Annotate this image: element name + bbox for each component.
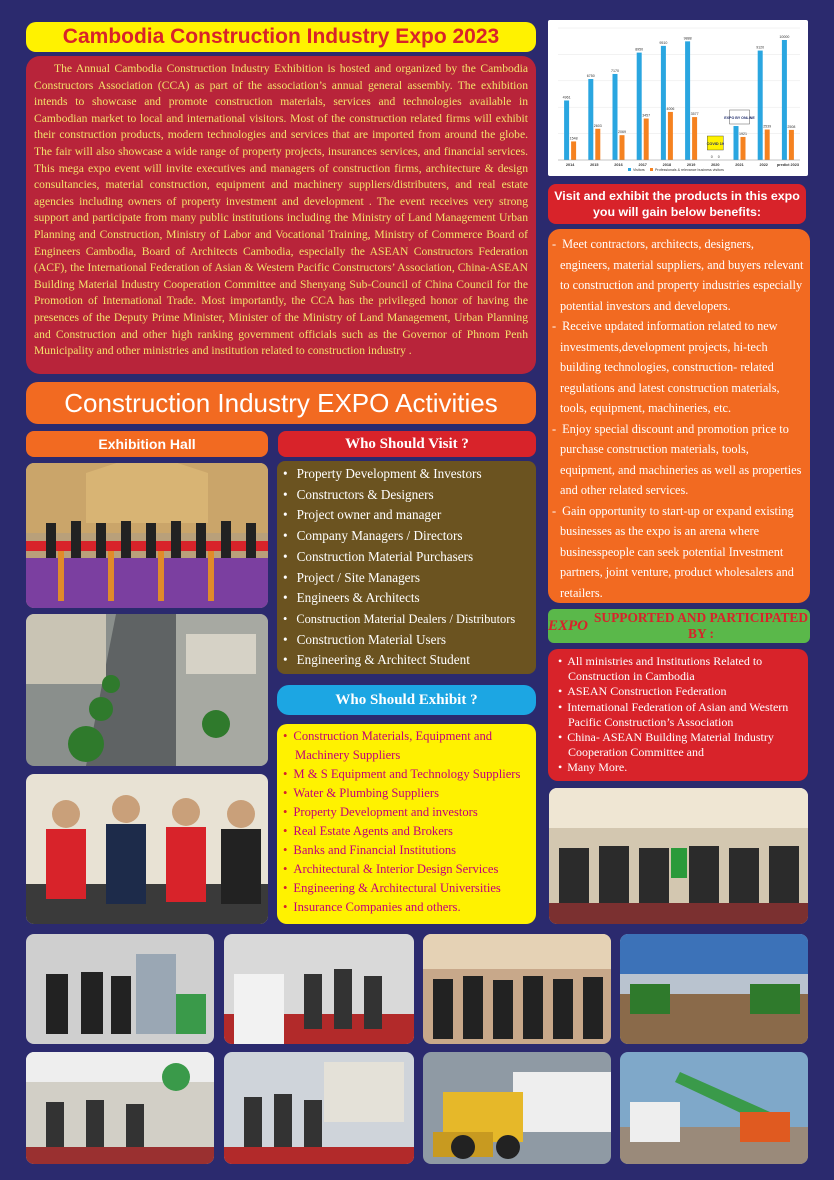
list-item: - Gain opportunity to start-up or expand existing businesses as the expo is an arena where businesspeople can seek potential Investment partners, joint venture, product wholesalers and retailers. [552, 501, 804, 604]
bar-visitors [758, 51, 763, 160]
list-item: • Construction Material Users [283, 630, 536, 651]
legend-label: Professionals & relevance business visitors [655, 168, 724, 172]
conference-photo [549, 788, 808, 924]
list-item: • Project owner and manager [283, 505, 536, 526]
legend-swatch [650, 168, 653, 171]
bar-visitors [685, 41, 690, 160]
gallery-photo-6 [224, 1052, 414, 1164]
list-item: • Engineers & Architects [283, 588, 536, 609]
data-label: 2508 [787, 124, 796, 129]
list-item: • Project / Site Managers [283, 568, 536, 589]
data-label: 0 [717, 155, 720, 159]
support-title-rest: SUPPORTED AND PARTICIPATED BY : [593, 610, 809, 641]
gallery-photo-7 [423, 1052, 611, 1164]
list-item: • China- ASEAN Building Material Industry Cooperation Committee and [558, 730, 802, 760]
bar-professionals [571, 141, 576, 160]
list-item: • Construction Material Purchasers [283, 547, 536, 568]
list-item: • M & S Equipment and Technology Suppliers [283, 765, 532, 784]
bar-professionals [595, 129, 600, 160]
who-exhibit-list [277, 724, 536, 924]
ribbon-cutting-photo [26, 463, 268, 608]
list-item: • Construction Material Dealers / Distributors [283, 609, 536, 630]
visitors-chart [548, 20, 808, 176]
list-item: • Property Development & Investors [283, 464, 536, 485]
bar-visitors [637, 53, 642, 160]
online-annotation: EXPO BY ONLINE [724, 116, 755, 120]
who-visit-title: Who Should Visit ? [278, 431, 536, 457]
data-label: 10000 [779, 35, 790, 39]
support-list [548, 649, 808, 781]
list-item: • Engineering & Architect Student [283, 650, 536, 671]
bar-professionals [668, 112, 673, 160]
activities-title: Construction Industry EXPO Activities [26, 382, 536, 424]
list-item: • Company Managers / Directors [283, 526, 536, 547]
data-label: 8950 [635, 47, 644, 52]
data-label: 1548 [569, 136, 578, 141]
list-item: • Insurance Companies and others. [283, 898, 532, 917]
data-label: 3577 [690, 112, 699, 117]
support-title [548, 609, 810, 643]
gallery-photo-2 [224, 934, 414, 1044]
x-tick-label: 2014 [565, 163, 575, 167]
data-label: 9510 [659, 40, 668, 45]
bar-professionals [644, 119, 649, 160]
list-item: - Meet contractors, architects, designers, engineers, material suppliers, and buyers relevant to construction and property industries especially potential investors and developers. [552, 234, 804, 316]
bar-professionals [620, 135, 625, 160]
who-exhibit-title: Who Should Exhibit ? [277, 685, 536, 715]
bar-professionals [765, 130, 770, 160]
benefits-title: Visit and exhibit the products in this expo you will gain below benefits: [548, 184, 806, 224]
gallery-photo-4 [620, 934, 808, 1044]
intro-paragraph: The Annual Cambodia Construction Industry Exhibition is hosted and organized by the Cambodia Constructors Association (CCA) as part of the association’s annual general assembly. The exhibition intends to showcase and promote construction materials, services and technologies available in Cambodian market to local and international visitors. Most of the construction related firms will exhibit their construction products, modern technologies and services that are imported from around the globe. The fair will also showcase a wide range of property projects, insurances services, and financial services. This mega expo event will invite executives and managers of construction firms, architecture & design consultancies, material construction, equipment and machinery suppliers/distributers, and real estate agencies including owners of property investment and development . The event receives very strong support and participate from many public institutions including the Ministry of Land Management Urban Planning and Construction, Ministry of Labor and Vocational Training, Ministry of Commerce Board of Engineers Cambodia, Board of Architects Cambodia, especially the ASEAN Constructors Federation (ACF), the International Federation of Asian & Western Pacific Constructors’ Association, China-ASEAN Building Material Industry Cooperation Committee and Shenyang Sub-Council of China Council for the Promotion of International Trade. Most importantly, the CCA has the privileged honor of having the presences of the Deputy Prime Minister, Minister of the Ministry of Land Management, Urban Planning and Construction and other high ranking government officials such as the Governor of Phnom Penh Municipality and other ministries and institution related to construction industry . [26, 56, 536, 374]
data-label: 7170 [611, 68, 619, 73]
site-aerial-photo [26, 614, 268, 766]
legend-swatch [628, 168, 631, 171]
data-label: 1921 [739, 131, 747, 136]
list-item: • International Federation of Asian and Western Pacific Construction’s Association [558, 700, 802, 730]
data-label: 2603 [593, 123, 602, 128]
x-tick-label: 2022 [759, 163, 768, 167]
data-label: 0 [710, 155, 713, 159]
list-item: • Architectural & Interior Design Services [283, 860, 532, 879]
gallery-photo-8 [620, 1052, 808, 1164]
visitors-booth-photo [26, 774, 268, 924]
bar-visitors [734, 126, 739, 160]
page-title: Cambodia Construction Industry Expo 2023 [26, 22, 536, 52]
gallery-photo-5 [26, 1052, 214, 1164]
list-item: • Engineering & Architectural Universities [283, 879, 532, 898]
x-tick-label: 2019 [686, 163, 696, 167]
bar-visitors [613, 74, 618, 160]
support-title-expo: EXPO [548, 617, 589, 634]
list-item: • ASEAN Construction Federation [558, 684, 802, 699]
list-item: • Property Development and investors [283, 803, 532, 822]
x-tick-label: 2020 [711, 163, 720, 167]
bar-visitors [588, 79, 593, 160]
list-item: • Construction Materials, Equipment and Machinery Suppliers [283, 727, 532, 765]
x-tick-label: 2018 [662, 163, 672, 167]
gallery-photo-3 [423, 934, 611, 1044]
bar-visitors [782, 40, 787, 160]
list-item: • Banks and Financial Institutions [283, 841, 532, 860]
bar-visitors [564, 100, 569, 160]
data-label: 9120 [756, 45, 765, 50]
bar-professionals [692, 117, 697, 160]
exhibition-hall-title: Exhibition Hall [26, 431, 268, 457]
list-item: • Real Estate Agents and Brokers [283, 822, 532, 841]
legend-label: Visitors [633, 168, 645, 172]
data-label: 9888 [683, 36, 692, 41]
x-tick-label: 2015 [590, 163, 599, 167]
bar-professionals [789, 130, 794, 160]
data-label: 3457 [642, 113, 651, 118]
benefits-list [548, 229, 810, 603]
covid-annotation: COVID 19 [706, 142, 724, 146]
x-tick-label: 2016 [614, 163, 623, 167]
data-label: 2539 [763, 124, 772, 129]
x-tick-label: 2021 [735, 163, 744, 167]
list-item: - Receive updated information related to new investments,development projects, hi-tech building technologies, construction- related regulations and latest construction materials, tools, equipment, machineries, etc. [552, 316, 804, 419]
list-item: • All ministries and Institutions Related to Construction in Cambodia [558, 654, 802, 684]
x-tick-label: 2017 [638, 163, 647, 167]
data-label: 2069 [618, 130, 626, 135]
x-tick-label: predict 2023 [776, 163, 799, 167]
data-label: 6750 [586, 74, 595, 78]
bar-professionals [741, 137, 746, 160]
list-item: - Enjoy special discount and promotion price to purchase construction materials, tools, equipment, and machineries as well as properties and other related services. [552, 419, 804, 501]
list-item: • Many More. [558, 760, 802, 775]
gallery-photo-1 [26, 934, 214, 1044]
chart-svg [548, 20, 808, 176]
data-label: 4006 [666, 106, 675, 111]
list-item: • Water & Plumbing Suppliers [283, 784, 532, 803]
data-label: 4961 [562, 95, 571, 100]
list-item: • Constructors & Designers [283, 485, 536, 506]
bar-visitors [661, 46, 666, 160]
who-visit-list [277, 461, 536, 674]
